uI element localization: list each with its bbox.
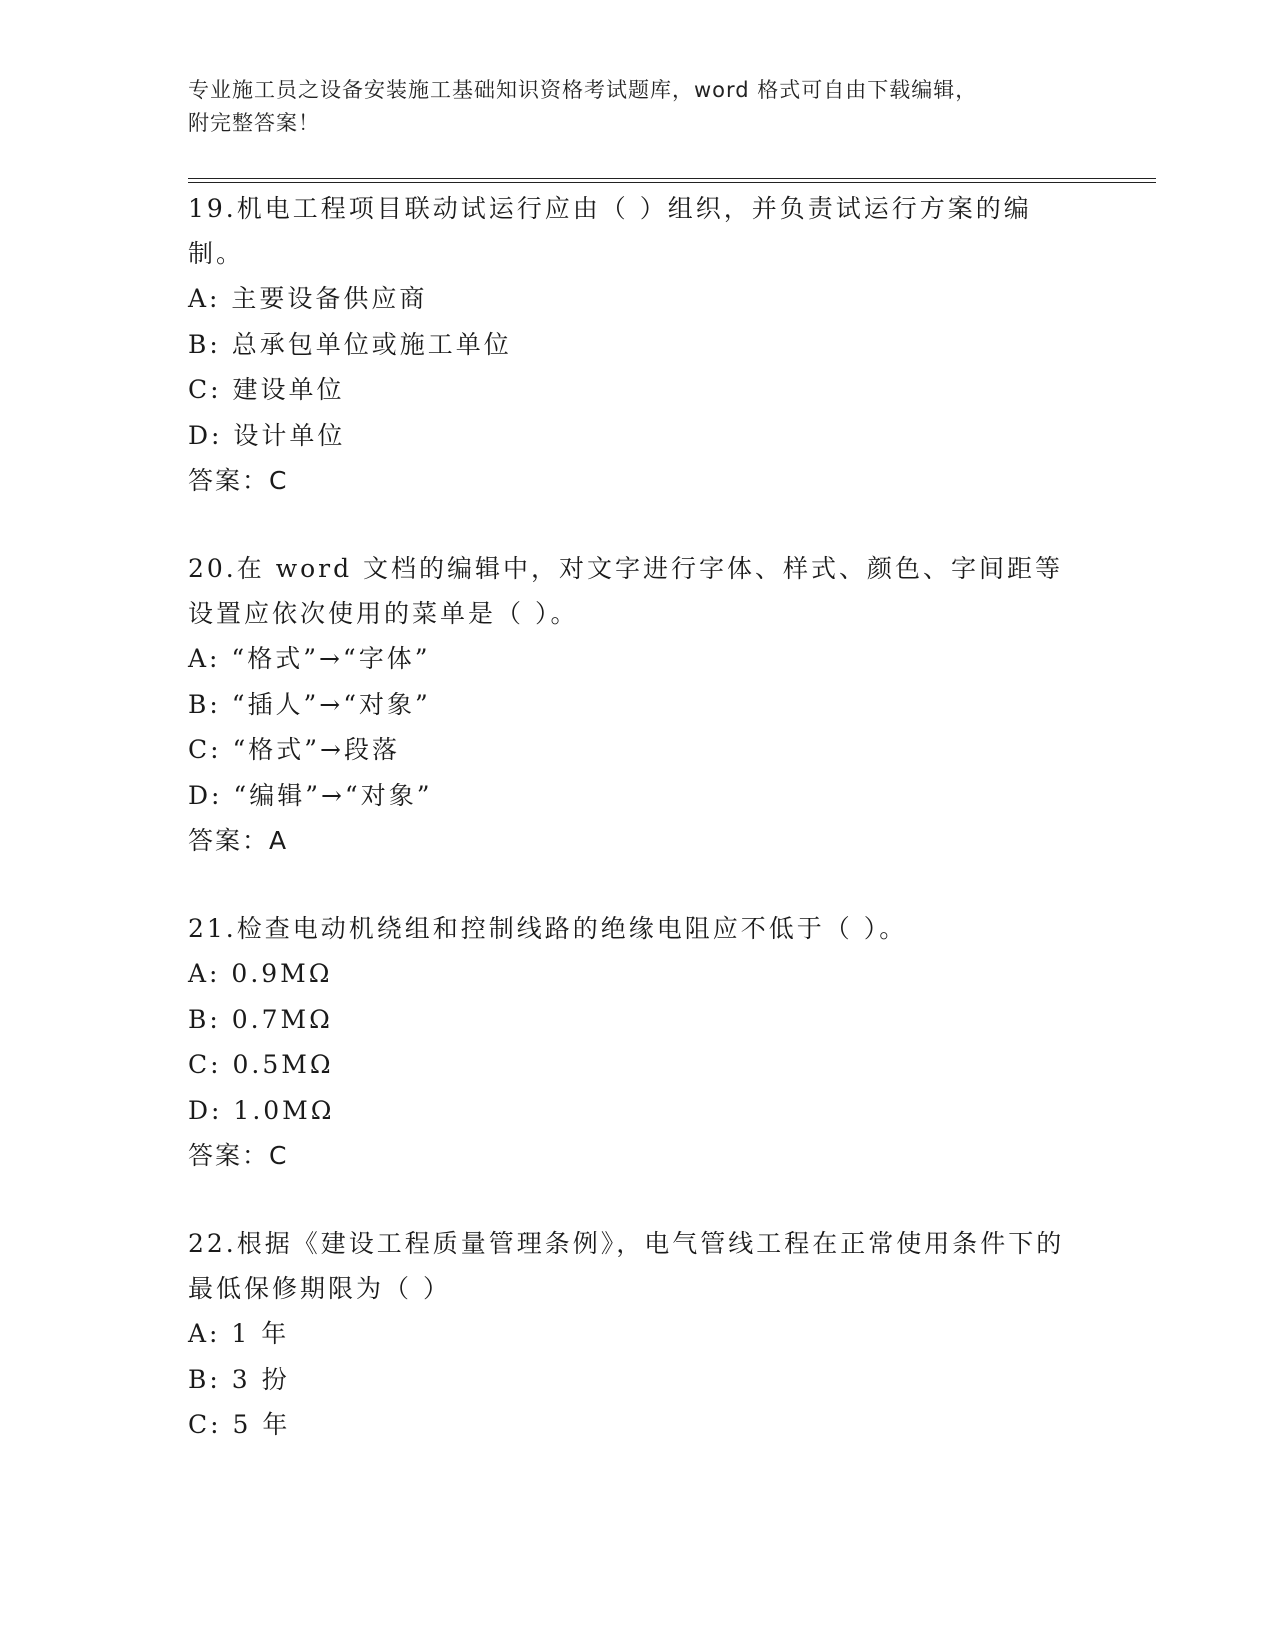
- option-a: A: 0.9MΩ: [188, 959, 333, 988]
- question-stem: 20.在 word 文档的编辑中，对文字进行字体、样式、颜色、字间距等设置应依次使用的菜单是（ ）。: [188, 554, 1064, 628]
- option-d: D: 设计单位: [188, 420, 346, 450]
- option-a: A: 1 年: [188, 1319, 290, 1348]
- question-list: [188, 186, 1088, 1448]
- question-19: [188, 186, 1088, 503]
- option-d: D: “编辑”→“对象”: [188, 780, 433, 810]
- option-b: B: 0.7MΩ: [188, 1004, 333, 1034]
- option-c: C: 0.5MΩ: [188, 1050, 334, 1079]
- answer-line: 答案：C: [188, 1141, 289, 1170]
- option-c: C: 5 年: [188, 1410, 291, 1439]
- option-c: C: 建设单位: [188, 375, 345, 404]
- option-c: C: “格式”→段落: [188, 735, 401, 764]
- question-spacer: [188, 1178, 1088, 1221]
- question-spacer: [188, 863, 1088, 906]
- answer-line: 答案：A: [188, 826, 289, 855]
- document-header: [188, 74, 1068, 140]
- question-stem: 21.检查电动机绕组和控制线路的绝缘电阻应不低于（ ）。: [188, 914, 908, 943]
- question-spacer: [188, 503, 1088, 546]
- option-b: B: “插人”→“对象”: [188, 689, 431, 719]
- answer-line: 答案：C: [188, 466, 289, 495]
- question-20: [188, 546, 1088, 863]
- option-b: B: 3 扮: [188, 1364, 290, 1394]
- question-stem: 22.根据《建设工程质量管理条例》，电气管线工程在正常使用条件下的最低保修期限为（ ）: [188, 1229, 1065, 1303]
- header-line-1: 专业施工员之设备安装施工基础知识资格考试题库，word 格式可自由下载编辑，: [188, 78, 978, 102]
- header-divider-bottom: [188, 182, 1156, 183]
- question-21: [188, 906, 1088, 1178]
- header-line-2: 附完整答案！: [188, 111, 320, 135]
- option-d: D: 1.0MΩ: [188, 1095, 335, 1125]
- option-a: A: “格式”→“字体”: [188, 644, 431, 673]
- header-divider-top: [188, 178, 1156, 179]
- option-b: B: 总承包单位或施工单位: [188, 329, 512, 359]
- question-22: [188, 1221, 1088, 1448]
- option-a: A: 主要设备供应商: [188, 284, 428, 313]
- question-stem: 19.机电工程项目联动试运行应由（ ）组织，并负责试运行方案的编制。: [188, 194, 1032, 268]
